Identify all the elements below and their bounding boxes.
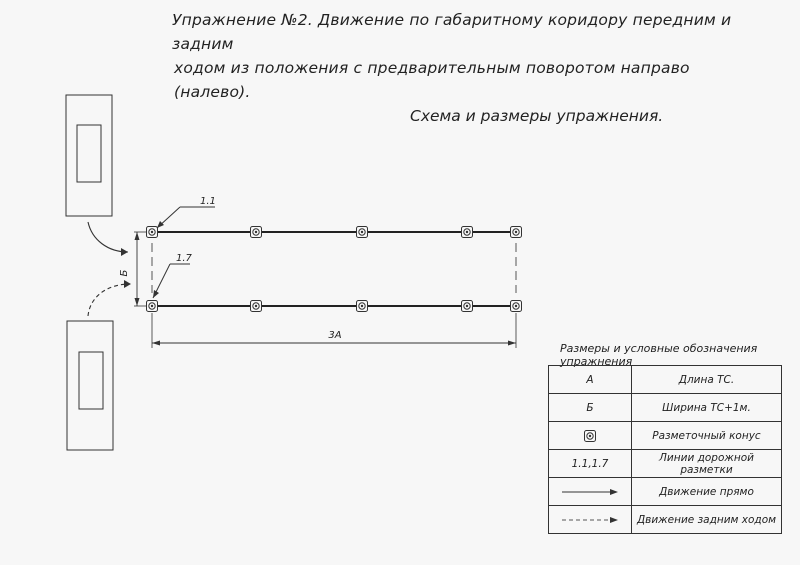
legend-row [549,478,782,506]
forward-path-arrow [88,222,128,256]
leader-1-7 [153,264,190,298]
cone-icon [511,301,522,312]
dashed-arrow-icon [560,515,620,525]
legend-row [549,422,782,450]
width-dimension-label: Б [119,269,130,277]
vehicle-top-icon [66,95,112,216]
legend-meaning: Длина ТС. [632,366,782,394]
legend-symbol: 1.1,1.7 [549,450,632,478]
line-1-1-label: 1.1 [200,196,216,207]
title-line-2: ходом из положения с предварительным поворотом направо (налево). [174,59,690,101]
legend-meaning: Движение прямо [632,478,782,506]
cone-icon [357,301,368,312]
legend-row [549,506,782,534]
legend-meaning: Движение задним ходом [632,506,782,534]
cone-icon [462,301,473,312]
reverse-path-arrow [88,280,131,316]
legend-symbol: Б [549,394,632,422]
cone-icon [511,227,522,238]
legend-meaning: Линии дорожной разметки [632,450,782,478]
vehicle-bottom-icon [67,321,113,450]
legend-symbol: А [549,366,632,394]
legend-meaning: Разметочный конус [632,422,782,450]
cone-icon [357,227,368,238]
cone-icon [583,429,597,443]
solid-arrow-icon [560,487,620,497]
legend-title: Размеры и условные обозначения упражнения [560,342,758,368]
legend-meaning: Ширина ТС+1м. [632,394,782,422]
cone-icon [147,301,158,312]
scheme-subtitle: Схема и размеры упражнения. [410,107,664,125]
cone-icon [462,227,473,238]
title-line-1: Упражнение №2. Движение по габаритному коридору передним и задним [172,11,732,53]
legend-table [548,365,782,534]
leader-1-1 [157,207,215,228]
cone-icon [251,301,262,312]
legend-row [549,450,782,478]
length-dimension-label: 3А [328,330,342,341]
cone-icon [251,227,262,238]
legend-row [549,394,782,422]
line-1-7-label: 1.7 [176,253,192,264]
width-dimension [134,232,146,306]
legend-row [549,366,782,394]
cone-icon [147,227,158,238]
